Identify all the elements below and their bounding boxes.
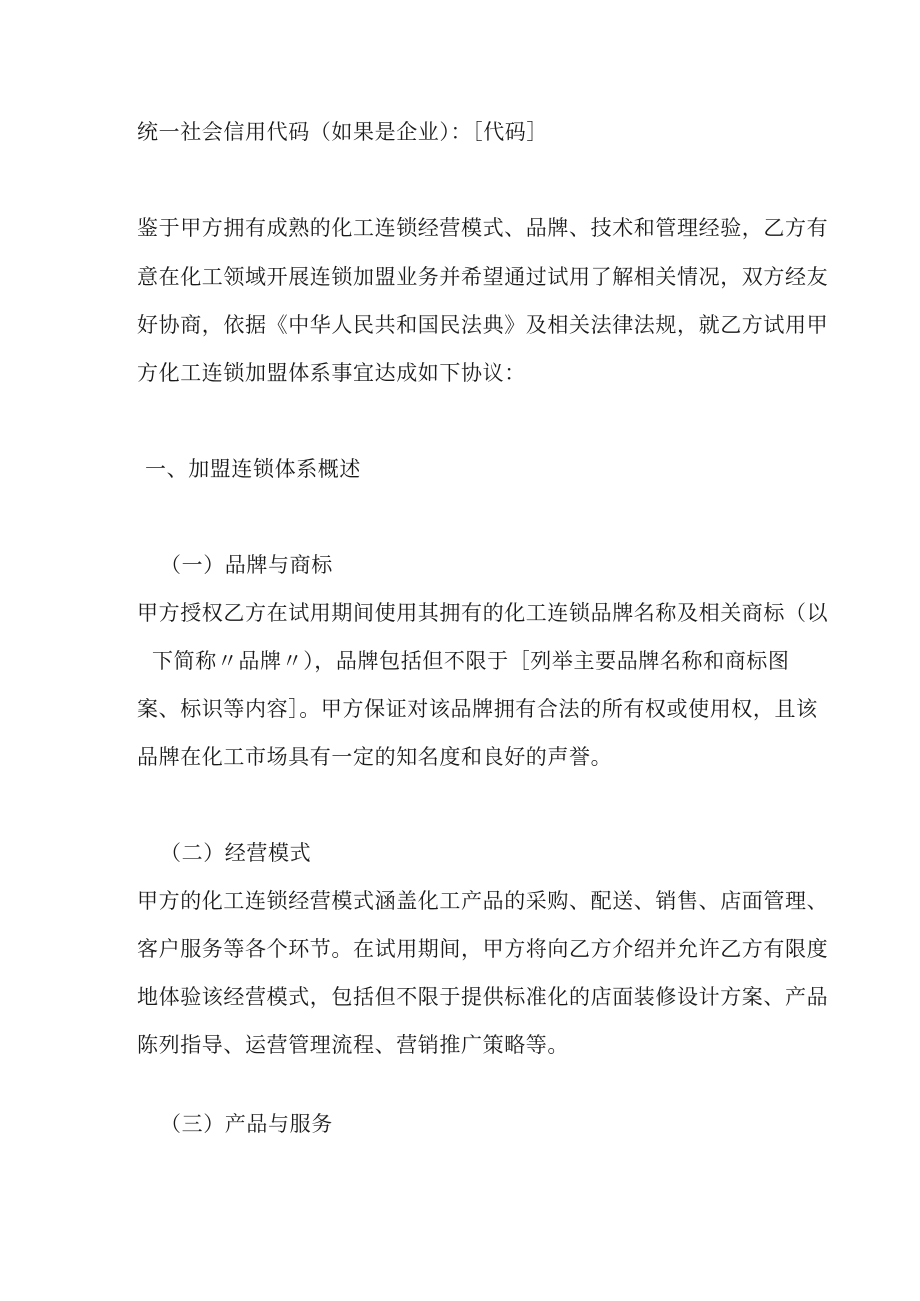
preamble-line-1: 鉴于甲方拥有成熟的化工连锁经营模式、品牌、技术和管理经验，乙方有 [137,216,829,240]
subsection-2-line-2: 客户服务等各个环节。在试用期间，甲方将向乙方介绍并允许乙方有限度 [137,937,829,961]
subsection-3-heading: （三）产品与服务 [160,1112,333,1136]
subsection-1-line-1: 甲方授权乙方在试用期间使用其拥有的化工连锁品牌名称及相关商标（以 [137,601,829,625]
preamble-line-3: 好协商，依据《中华人民共和国民法典》及相关法律法规，就乙方试用甲 [137,313,829,337]
preamble-line-4: 方化工连锁加盟体系事宜达成如下协议： [137,361,526,385]
section-1-heading: 一、加盟连锁体系概述 [145,457,361,481]
subsection-1-heading: （一）品牌与商标 [160,553,333,577]
subsection-2-line-1: 甲方的化工连锁经营模式涵盖化工产品的采购、配送、销售、店面管理、 [137,889,829,913]
credit-code-line: 统一社会信用代码（如果是企业）：［代码］ [137,120,548,144]
subsection-1-line-3: 案、标识等内容］。甲方保证对该品牌拥有合法的所有权或使用权，且该 [137,697,818,721]
subsection-1-line-2: 下简称〃品牌〃），品牌包括但不限于［列举主要品牌名称和商标图 [152,649,790,673]
subsection-2-line-4: 陈列指导、运营管理流程、营销推广策略等。 [137,1033,569,1057]
subsection-1-line-4: 品牌在化工市场具有一定的知名度和良好的声誉。 [137,745,613,769]
subsection-2-line-3: 地体验该经营模式，包括但不限于提供标准化的店面装修设计方案、产品 [137,985,829,1009]
subsection-2-heading: （二）经营模式 [160,841,312,865]
preamble-line-2: 意在化工领域开展连锁加盟业务并希望通过试用了解相关情况，双方经友 [137,265,829,289]
